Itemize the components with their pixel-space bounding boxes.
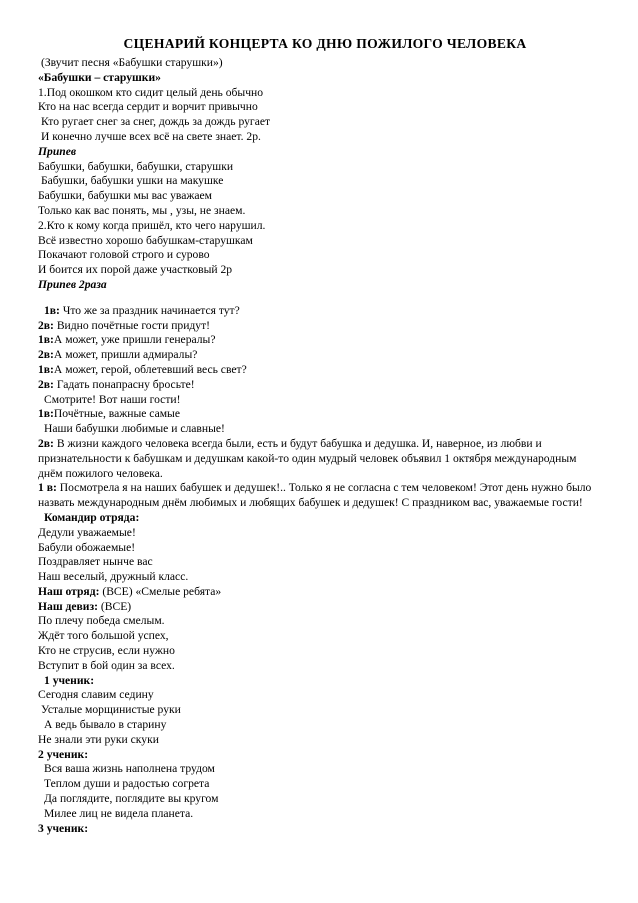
motto-line [38,600,598,615]
page-title: СЦЕНАРИЙ КОНЦЕРТА КО ДНЮ ПОЖИЛОГО ЧЕЛОВЕКА [123,36,527,51]
poem-line: По плечу победа смелым. [38,614,165,628]
speaker: 1 в: [38,481,57,495]
speaker: 1в: [44,303,60,317]
dialogue-line [38,348,598,363]
song-note: (Звучит песня «Бабушки старушки») [41,56,223,69]
student1-lines [38,688,598,747]
commander-label: Командир отряда: [44,510,140,524]
motto-lines [38,614,598,673]
student2-lines [38,762,598,821]
poem-line: Да поглядите, поглядите вы кругом [44,792,219,806]
verse-line: Всё известно хорошо бабушкам-старушкам [38,233,253,247]
poem-line: Ждёт того большой успех, [38,629,169,643]
verse-line: 2.Кто к кому когда пришёл, кто чего нарушил. [38,218,266,232]
poem-line: Поздравляет нынче вас [38,555,153,569]
dialogue-line [38,407,598,422]
squad-line [38,585,598,600]
speaker: 2в: [38,348,54,362]
poem-line: Теплом души и радостью согрета [44,777,210,791]
verse-line: 1.Под окошком кто сидит целый день обычно [38,85,264,99]
motto-label: Наш девиз: [38,599,98,613]
student2-label: 2 ученик: [38,747,89,761]
chorus-line: Только как вас понять, мы , узы, не знаем. [38,203,246,217]
verse-line: Кто ругает снег за снег, дождь за дождь ругает [41,115,271,129]
speaker: 1в: [38,362,54,376]
verse-2 [38,219,598,278]
speaker: 1в: [38,407,54,421]
speaker: 2в: [38,436,54,450]
verse-line: Кто на нас всегда сердит и ворчит привычно [38,100,258,114]
dialogue [38,304,598,437]
verse-line: Покачают головой строго и сурово [38,248,210,262]
commander-lines [38,526,598,585]
poem-line: Вся ваша жизнь наполнена трудом [44,762,215,776]
squad-text: (ВСЕ) «Смелые ребята» [99,584,222,598]
chorus-label: Припев [38,144,77,158]
poem-line: Вступит в бой один за всех. [38,658,175,672]
dialogue-line [38,319,598,334]
chorus-line: Бабушки, бабушки ушки на макушке [41,174,224,188]
poem-line: Не знали эти руки скуки [38,732,159,746]
speaker: 1в: [38,333,54,347]
chorus [38,160,598,219]
poem-line: Кто не струсив, если нужно [38,644,175,658]
dialogue-line [38,363,598,378]
dialogue-line [38,333,598,348]
dialogue-line: Наши бабушки любимые и славные! [44,422,225,436]
song-name: «Бабушки – старушки» [38,70,161,84]
poem-line: Усталые морщинистые руки [41,703,181,717]
chorus-line: Бабушки, бабушки, бабушки, старушки [38,159,234,173]
paragraph-text: Посмотрела я на наших бабушек и дедушек!.. Только я не согласна с тем человеком! Этот день нужно было назвать международным днём любимых и любящих бабушек и дедушек! С праздником вас, уважаемые гости! [38,481,592,510]
chorus-line: Бабушки, бабушки мы вас уважаем [38,189,213,203]
dialogue-line [38,378,598,393]
chorus-repeat: Припев 2раза [38,277,107,291]
speaker: 2в: [38,377,54,391]
student3-label: 3 ученик: [38,821,89,835]
verse-1 [38,86,598,145]
verse-line: И боится их порой даже участковый 2р [38,263,233,277]
poem-line: Дедули уважаемые! [38,525,136,539]
line-text: А может, пришли адмиралы? [53,348,198,362]
line-text: Гадать понапрасну бросьте! [53,377,195,391]
motto-text: (ВСЕ) [97,599,132,613]
dialogue-line: Смотрите! Вот наши гости! [44,392,181,406]
paragraph-2v [38,437,598,481]
verse-line: И конечно лучше всех всё на свете знает. 2р. [41,129,261,143]
paragraph-1v [38,481,598,511]
poem-line: Милее лиц не видела планета. [44,806,194,820]
poem-line: А ведь бывало в старину [44,718,167,732]
line-text: А может, герой, облетевший весь свет? [53,362,247,376]
line-text: Почётные, важные самые [53,407,180,421]
line-text: Видно почётные гости придут! [53,318,211,332]
line-text: А может, уже пришли генералы? [53,333,216,347]
squad-label: Наш отряд: [38,584,100,598]
poem-line: Бабули обожаемые! [38,540,136,554]
poem-line: Сегодня славим седину [38,688,154,702]
student1-label: 1 ученик: [44,673,95,687]
paragraph-text: В жизни каждого человека всегда были, есть и будут бабушка и дедушка. И, наверное, из любви и признательности к бабушкам и дедушкам какой-то один мудрый человек объявил 1 октября международным днём пожилого человека. [38,436,577,480]
poem-line: Наш веселый, дружный класс. [38,570,189,584]
speaker: 2в: [38,318,54,332]
dialogue-line [38,304,598,319]
line-text: Что же за праздник начинается тут? [59,303,240,317]
